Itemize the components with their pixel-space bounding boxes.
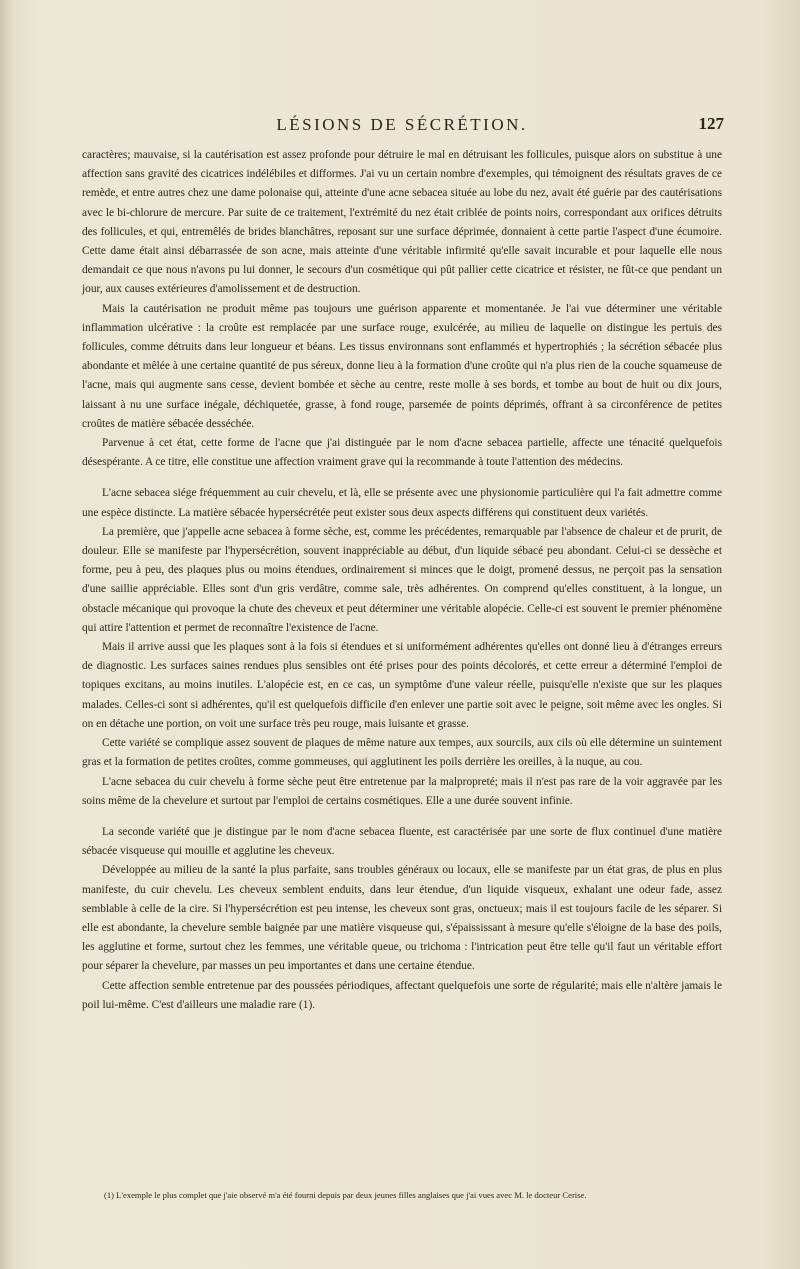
running-header [82, 113, 722, 137]
paragraph: caractères; mauvaise, si la cautérisation est assez profonde pour détruire le mal en détruisant les follicules, puisque alors on substitue à une affection sans gravité des cicatrices indélébiles et difformes. J'ai vu un certain nombre d'exemples, qui témoignent des résultats graves de ce remède, et entre autres chez une dame polonaise qui, atteinte d'une acne sebacea située au lobe du nez, avait été guérie par des cautérisations avec le bi-chlorure de mercure. Par suite de ce traitement, l'extrémité du nez était criblée de points noirs, correspondant aux orifices détruits des follicules, et qui, entremêlés de brides blanchâtres, reposant sur une surface déprimée, donnaient à cette partie l'aspect d'une écumoire. Cette dame était ainsi débarrassée de son acne, mais atteinte d'une véritable infirmité qu'elle savait incurable et pour laquelle elle nous demandait ce que nous n'avons pu lui donner, le secours d'un cosmétique qui pût pallier cette cicatrice et résister, ne fût-ce que pendant un jour, aux causes extérieures d'amolissement et de destruction. [82, 149, 722, 296]
paragraph: L'acne sebacea siége fréquemment au cuir chevelu, et là, elle se présente avec une physionomie particulière qui l'a fait admettre comme une espèce distincte. La matière sébacée hypersécrétée peut exister sous deux aspects différens qui constituent deux variétés. [82, 487, 722, 519]
paragraph: L'acne sebacea du cuir chevelu à forme sèche peut être entretenue par la malpropreté; mais il n'est pas rare de la voir aggravée par les soins même de la chevelure et surtout par l'emploi de certains cosmétiques. Elle a une durée souvent infinie. [82, 775, 722, 807]
paragraph: La seconde variété que je distingue par le nom d'acne sebacea fluente, est caractérisée par une sorte de flux continuel d'une matière sébacée visqueuse qui mouille et agglutine les cheveux. [82, 825, 722, 858]
paragraph: Mais il arrive aussi que les plaques sont à la fois si étendues et si uniformément adhérentes qu'elles ont donné lieu à d'étranges erreurs de diagnostic. Les surfaces saines rendues plus sensibles ont été prises pour des points décolorés, et cette erreur a déterminé l'emploi de topiques excitans, au moins inutiles. L'alopécie est, en ce cas, un symptôme d'une valeur réelle, puisqu'elle n'existe que sur les plaques malades. Celles-ci sont si adhérentes, qu'il est quelquefois difficile d'en enlever une partie soit avec le peigne, soit même avec les ongles. Si on en détache une portion, on voit une surface très peu rouge, mais luisante et grasse. [82, 641, 722, 730]
paragraph: Cette affection semble entretenue par des poussées périodiques, affectant quelquefois une sorte de régularité; mais elle n'altère jamais le poil lui-même. C'est d'ailleurs une maladie rare (1). [82, 979, 722, 1011]
footnote: (1) L'exemple le plus complet que j'aie observé m'a été fourni depuis par deux jeunes filles anglaises que j'ai vues avec M. le docteur Cerise. [104, 1190, 587, 1200]
paragraph: Développée au milieu de la santé la plus parfaite, sans troubles généraux ou locaux, elle se manifeste par un état gras, de plus en plus manifeste, du cuir chevelu. Les cheveux semblent enduits, dans leur étendue, d'un liquide visqueux, exhalant une odeur fade, assez semblable à celle de la cire. Si l'hypersécrétion est peu intense, les cheveux sont gras, onctueux; mais il est toujours facile de les séparer. Si elle est abondante, la chevelure semble baignée par une matière visqueuse qui, s'épaississant à mesure qu'elle s'éloigne de la base des poils, les agglutine et forme, surtout chez les femmes, une véritable queue, ou trichoma : l'intrication peut être telle qu'il faut un véritable effort pour séparer la chevelure, par masses un peu importantes et dans une certaine étendue. [82, 864, 722, 973]
page-number: 127 [698, 114, 724, 133]
paragraph: La première, que j'appelle acne sebacea à forme sèche, est, comme les précédentes, remarquable par l'absence de chaleur et de prurit, de douleur. Elle se manifeste par l'hypersécrétion, souvent inappréciable au début, d'un liquide sébacé peu abondant. Celui-ci se dessèche et forme, peu à peu, des plaques plus ou moins étendues, ordinairement si minces que le doigt, promené dessus, ne perçoit pas la sensation d'une saillie appréciable. Elles sont d'un gris verdâtre, comme sale, très adhérentes. On comprend qu'elles constituent, à la longue, un obstacle mécanique qui provoque la chute des cheveux et peut déterminer une véritable alopécie. Celle-ci est souvent le premier phénomène qui attire l'attention et permet de reconnaître l'existence de l'acne. [82, 525, 722, 634]
body-text [82, 146, 722, 1015]
running-title: LÉSIONS DE SÉCRÉTION. [276, 115, 528, 134]
paragraph: Parvenue à cet état, cette forme de l'acne que j'ai distinguée par le nom d'acne sebacea partielle, affecte une ténacité quelquefois désespérante. A ce titre, elle constitue une affection vraiment grave qui la recommande à toute l'attention des médecins. [82, 437, 722, 469]
paragraph: Mais la cautérisation ne produit même pas toujours une guérison apparente et momentanée. Je l'ai vue déterminer une véritable inflammation ulcérative : la croûte est remplacée par une surface rouge, exulcérée, au milieu de laquelle on distingue les pertuis des follicules, comme détruits dans leur longueur et béans. Les tissus environnans sont enflammés et hypertrophiés ; la sécrétion sébacée plus abondante et mêlée à une certaine quantité de pus séreux, donne lieu à la formation d'une croûte qui n'a plus rien de la couche squameuse de l'acne, mais qui augmente sans cesse, devient bombée et sèche au centre, reste molle à ses bords, et tombe au bout de huit ou dix jours, laissant à nu une surface inégale, déchiquetée, grasse, à fond rouge, parsemée de points déprimés, offrant à sa circonférence de petites croûtes de matière sébacée desséchée. [82, 302, 722, 430]
paragraph: Cette variété se complique assez souvent de plaques de même nature aux tempes, aux sourcils, aux cils où elle détermine un suintement gras et la formation de petites croûtes, comme gommeuses, qui agglutinent les poils derrière les oreilles, à la nuque, au cou. [82, 737, 722, 769]
